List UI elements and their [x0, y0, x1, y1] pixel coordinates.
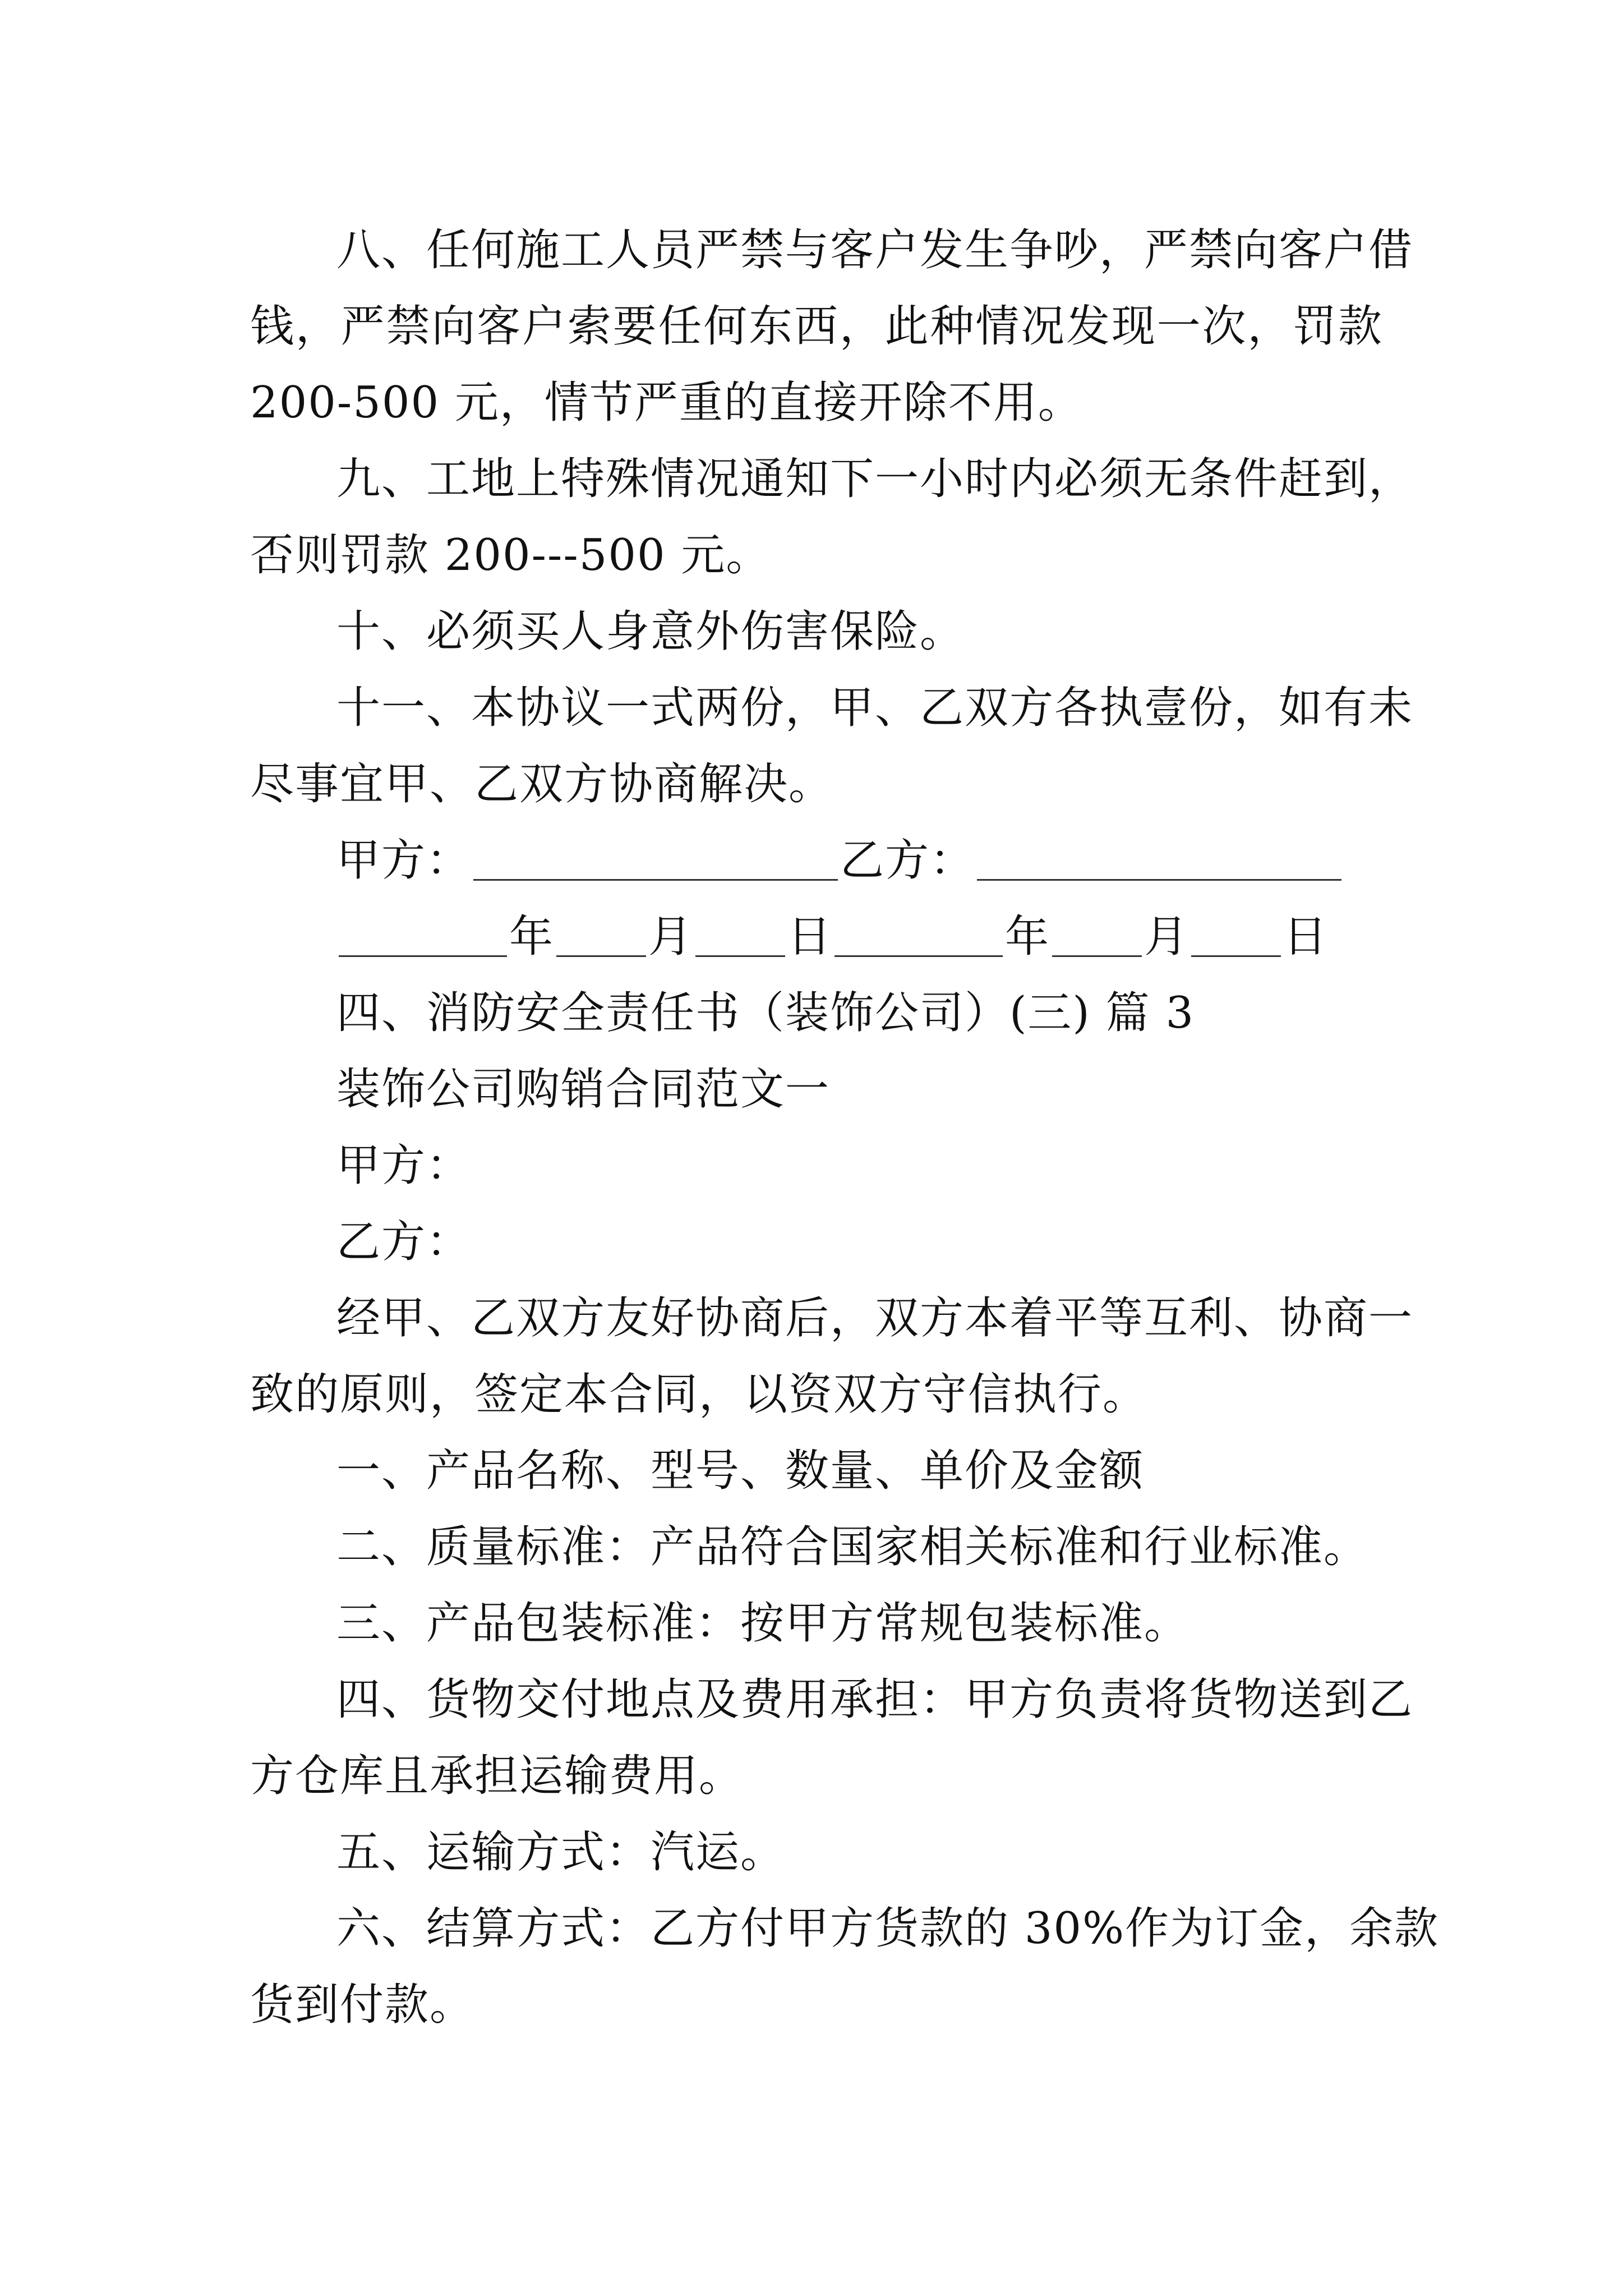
signature-line	[250, 822, 1383, 899]
year-label-a: 年	[509, 912, 555, 962]
year-blank-a	[339, 910, 507, 957]
clause-9-line-1: 九、工地上特殊情况通知下一小时内必须无条件赶到，	[336, 454, 1414, 504]
intro-line-1: 经甲、乙双方友好协商后，双方本着平等互利、协商一	[336, 1293, 1414, 1343]
party-b-signature-label: 乙方：	[840, 835, 975, 886]
party-a-line: 甲方：	[336, 1140, 472, 1191]
intro-line-2: 致的原则，签定本合同，以资双方守信执行。	[250, 1369, 1148, 1420]
year-blank-b	[834, 910, 1003, 957]
contract-clause-3: 三、产品包装标准：按甲方常规包装标准。	[336, 1598, 1189, 1649]
month-label-b: 月	[1144, 912, 1189, 962]
party-a-signature-blank	[473, 834, 838, 881]
contract-clause-4-line-1: 四、货物交付地点及费用承担：甲方负责将货物送到乙	[336, 1674, 1414, 1725]
day-label-a: 日	[787, 912, 833, 962]
day-label-b: 日	[1283, 912, 1329, 962]
clause-8-line-2: 钱，严禁向客户索要任何东西，此种情况发现一次，罚款	[250, 301, 1383, 352]
party-a-signature-label: 甲方：	[336, 835, 472, 886]
clause-8-line-1: 八、任何施工人员严禁与客户发生争吵，严禁向客户借	[336, 225, 1414, 275]
document-body	[250, 212, 1440, 2043]
contract-clause-5: 五、运输方式：汽运。	[336, 1827, 786, 1878]
clause-9-line-2: 否则罚款 200---500 元。	[250, 530, 771, 581]
year-label-b: 年	[1005, 912, 1050, 962]
date-line	[250, 899, 1383, 975]
month-label-a: 月	[648, 912, 694, 962]
contract-clause-6-line-1: 六、结算方式：乙方付甲方货款的 30%作为订金，余款	[336, 1903, 1440, 1954]
section-heading: 四、消防安全责任书（装饰公司）(三) 篇 3	[336, 988, 1195, 1038]
clause-11-line-2: 尽事宜甲、乙双方协商解决。	[250, 759, 834, 809]
clause-11-line-1: 十一、本协议一式两份，甲、乙双方各执壹份，如有未	[336, 683, 1414, 733]
month-blank-b	[1052, 910, 1142, 957]
party-b-signature-blank	[977, 834, 1341, 881]
contract-clause-1: 一、产品名称、型号、数量、单价及金额	[336, 1446, 1145, 1496]
contract-clause-4-line-2: 方仓库且承担运输费用。	[250, 1751, 744, 1801]
day-blank-a	[695, 910, 785, 957]
contract-clause-6-line-2: 货到付款。	[250, 1980, 475, 2030]
clause-10: 十、必须买人身意外伤害保险。	[336, 606, 965, 657]
contract-title: 装饰公司购销合同范文一	[336, 1064, 831, 1115]
month-blank-a	[556, 910, 646, 957]
contract-clause-2: 二、质量标准：产品符合国家相关标准和行业标准。	[336, 1522, 1369, 1572]
day-blank-b	[1191, 910, 1281, 957]
party-b-line: 乙方：	[336, 1217, 472, 1267]
clause-8-line-3: 200-500 元，情节严重的直接开除不用。	[250, 378, 1083, 428]
